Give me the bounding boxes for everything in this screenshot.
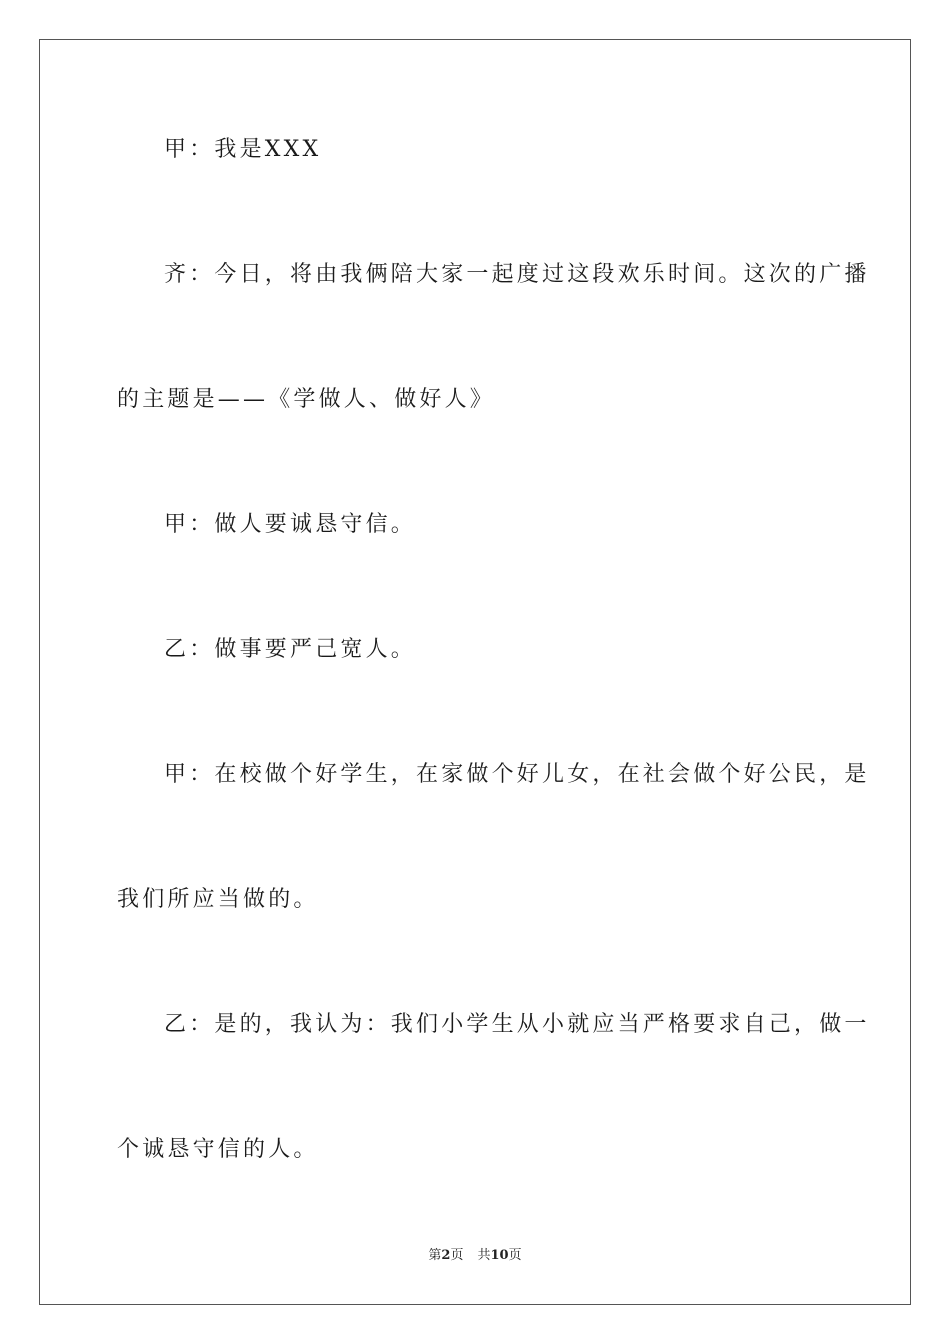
dialogue-line-3: 甲：做人要诚恳守信。 (164, 512, 417, 537)
dialogue-line-5-continued: 我们所应当做的。 (117, 887, 319, 912)
dialogue-line-4: 乙：做事要严己宽人。 (164, 637, 417, 662)
page-footer (0, 1248, 950, 1264)
footer-total-suffix: 页 (508, 1248, 522, 1263)
footer-page-number: 2 (441, 1248, 451, 1263)
footer-page-suffix: 页 (450, 1248, 464, 1263)
dialogue-line-1: 甲：我是XXX (164, 137, 322, 162)
footer-page-prefix: 第 (428, 1248, 442, 1263)
footer-total-pages: 10 (490, 1248, 509, 1263)
footer-total-prefix: 共 (477, 1248, 491, 1263)
dialogue-line-6: 乙：是的，我认为：我们小学生从小就应当严格要求自己，做一 (164, 1012, 870, 1037)
dialogue-line-5: 甲：在校做个好学生，在家做个好儿女，在社会做个好公民，是 (164, 762, 870, 787)
dialogue-line-6-continued: 个诚恳守信的人。 (117, 1137, 319, 1162)
dialogue-line-2-continued: 的主题是——《学做人、做好人》 (117, 387, 496, 412)
dialogue-line-2: 齐：今日，将由我俩陪大家一起度过这段欢乐时间。这次的广播 (164, 262, 870, 287)
page-border (39, 39, 911, 1305)
